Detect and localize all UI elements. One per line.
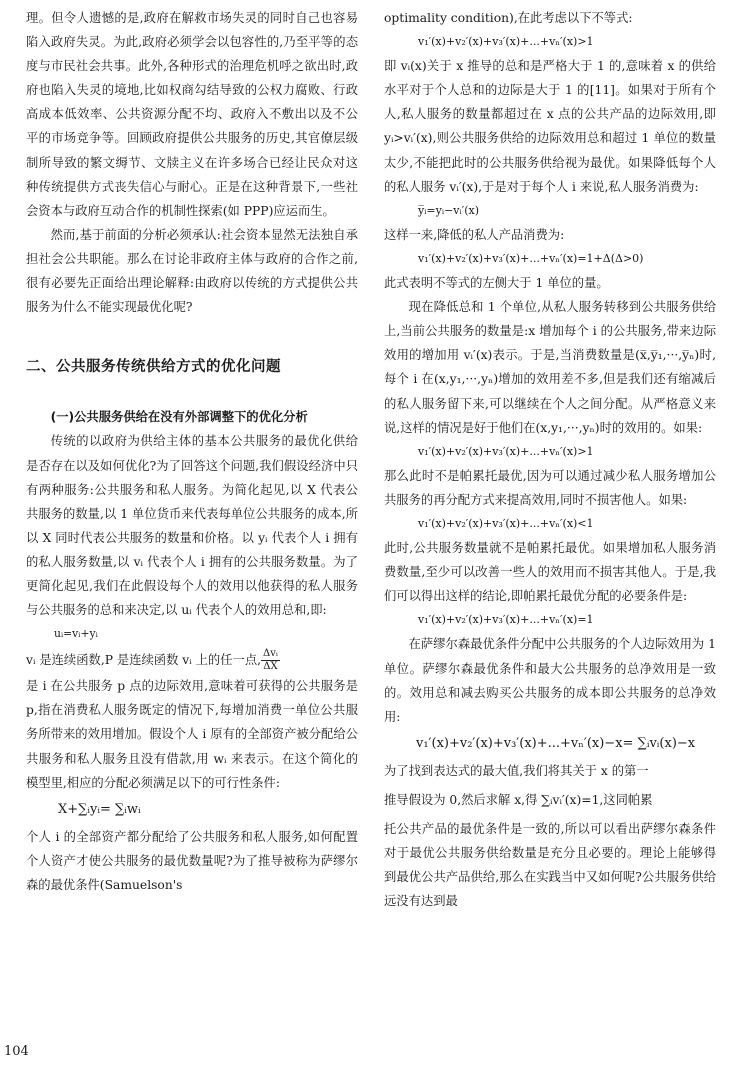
section-heading: 二、公共服务传统供给方式的优化问题 — [26, 359, 281, 376]
right-paragraph-3: 这样一来,降低的私人产品消费为: — [384, 227, 565, 242]
left-paragraph-3: 传统的以政府为供给主体的基本公共服务的最优化供给是否存在以及如何优化?为了回答这个问题,我们假设经济中只有两种服务:公共服务和私人服务。为简化起见,以 X 代表公共服务的数量,以 1 单位货币来代表每单位公共服务的成本,所以 X 同时代表公共服务的数量和价格。以 yᵢ 代表个人 i 拥有的私人服务数量,以 vᵢ 代表个人 i 拥有的公共服务数量。为了更简化起见,我们在此假设每个人的效用以他获得的私人服务与公共服务的总和来决定,以 uᵢ 代表个人的效用总和,即: — [26, 434, 358, 618]
right-paragraph-4: 此式表明不等式的左侧大于 1 单位的量。 — [384, 276, 609, 291]
right-column — [384, 6, 716, 913]
left-paragraph-5: 是 i 在公共服务 p 点的边际效用,意味着可获得的公共服务是 p,指在消费私人服务既定的情况下,每增加消费一单位公共服务所带来的效用增加。假设个人 i 原有的全部资产被分配给公共服务和私人服务且没有借款,用 wᵢ 来表示。在这个简化的模型里,相应的分配必须满足以下的可行性条件: — [26, 679, 358, 790]
right-paragraph-11: 托公共产品的最优条件是一致的,所以可以看出萨缪尔森条件对于最优公共服务供给数量是充分且必要的。理论上能够得到最优公共产品供给,那么在实践当中又如何呢?公共服务供给远没有达到最 — [384, 821, 716, 909]
left-paragraph-2: 然而,基于前面的分析必须承认:社会资本显然无法独自承担社会公共职能。那么在讨论非政府主体与政府的合作之前,很有必要先正面给出理论解释:由政府以传统的方式提供公共服务为什么不能实现最优化呢? — [26, 227, 358, 315]
private-consumption-equation: y̅ᵢ=yᵢ−vᵢ′(x) — [418, 203, 479, 217]
right-paragraph-2: 即 vᵢ(x)关于 x 推导的总和是严格大于 1 的,意味着 x 的供给水平对于个人总和的边际是大于 1 的[11]。如果对于所有个人,私人服务的数量都超过在 x 点的公共产品的边际效用,即 yᵢ>vᵢ′(x),则公共服务供给的边际效用总和超过 1 单位的数量太少,不能把此时的公共服务供给视为最优。如果降低每个人的私人服务 vᵢ′(x),于是对于每个人 i 来说,私人服务消费为: — [384, 59, 716, 194]
left-paragraph-4 — [26, 646, 358, 674]
inequality-equation-1: v₁′(x)+v₂′(x)+v₃′(x)+...+vₙ′(x)>1 — [418, 35, 594, 49]
right-paragraph-9: 为了找到表达式的最大值,我们将其关于 x 的第一 — [384, 763, 649, 778]
inequality-equation-2: v₁′(x)+v₂′(x)+v₃′(x)+...+vₙ′(x)>1 — [418, 444, 594, 458]
marginal-utility-fraction — [261, 648, 280, 673]
right-paragraph-6: 那么此时不是帕累托最优,因为可以通过减少私人服务增加公共服务的再分配方式来提高效用,同时不损害他人。如果: — [384, 468, 716, 507]
left-paragraph-1: 理。但令人遗憾的是,政府在解救市场失灵的同时自己也容易陷入政府失灵。为此,政府必须学会以包容性的,乃至平等的态度与市民社会共事。此外,各种形式的治理危机呼之欲出时,政府也陷入失灵的境地,比如权商勾结导致的公权力腐败、行政高成本低效率、公共资源分配不均、政府入不敷出以及不公平的市场竞争等。回顾政府提供公共服务的历史,其官僚层级制所导致的繁文缛节、文牍主义在许多场合已经让民众对这种传统提供方式丧失信心与耐心。正是在这种背景下,一些社会资本与政府互动合作的机制性探索(如 PPP)应运而生。 — [26, 11, 358, 218]
right-paragraph-7: 此时,公共服务数量就不是帕累托最优。如果增加私人服务消费数量,至少可以改善一些人的效用而不损害其他人。于是,我们可以得出这样的结论,即帕累托最优分配的必要条件是: — [384, 541, 716, 604]
feasibility-equation: X+∑ᵢyᵢ= ∑ᵢwᵢ — [58, 801, 141, 817]
delta-equation: v₁′(x)+v₂′(x)+v₃′(x)+...+vₙ′(x)=1+Δ(Δ>0) — [418, 251, 644, 265]
fraction-denominator: ΔX — [263, 661, 278, 673]
right-paragraph-8: 在萨缪尔森最优条件分配中公共服务的个人边际效用为 1 单位。萨缪尔森最优条件和最大公共服务的总净效用是一致的。效用总和减去购买公共服务的成本即公共服务的总净效用: — [384, 637, 716, 724]
fraction-numerator: Δvᵢ — [263, 648, 278, 660]
page-number: 104 — [4, 1044, 29, 1059]
right-paragraph-5: 现在降低总和 1 个单位,从私人服务转移到公共服务供给上,当前公共服务的数量是:x 增加每个 i 的公共服务,带来边际效用的增加用 vᵢ′(x)表示。于是,当消费数量是(x̅,y̅₁,···,y̅ₙ)时,每个 i 在(x,y₁,···,yₙ)增加的效用差不多,但是我们还有缩减后的私人服务留下来,可以继续在个人之间分配。从严格意义来说,这样的情况是好于他们在(x,y₁,···,yₙ)时的效用的。如果: — [384, 300, 716, 435]
subsection-heading: (一)公共服务供给在没有外部调整下的优化分析 — [50, 410, 308, 425]
net-utility-equation: v₁′(x)+v₂′(x)+v₃′(x)+...+vₙ′(x)−x= ∑ᵢvᵢ(x)−x — [416, 735, 696, 751]
pareto-condition-equation: v₁′(x)+v₂′(x)+v₃′(x)+...+vₙ′(x)=1 — [418, 613, 594, 627]
inequality-equation-3: v₁′(x)+v₂′(x)+v₃′(x)+...+vₙ′(x)<1 — [418, 516, 594, 530]
left-column — [26, 6, 358, 897]
right-paragraph-1: optimality condition),在此考虑以下不等式: — [384, 11, 633, 25]
right-paragraph-10: 推导假设为 0,然后求解 x,得 ∑ᵢvᵢ′(x)=1,这同帕累 — [384, 792, 653, 807]
left-paragraph-6: 个人 i 的全部资产都分配给了公共服务和私人服务,如何配置个人资产才使公共服务的最优数量呢?为了推导被称为萨缪尔森的最优条件(Samuelson's — [26, 829, 358, 892]
utility-equation: uᵢ=vᵢ+yᵢ — [54, 627, 98, 641]
left-paragraph-4a: vᵢ 是连续函数,P 是连续函数 vᵢ 上的任一点, — [26, 653, 262, 668]
